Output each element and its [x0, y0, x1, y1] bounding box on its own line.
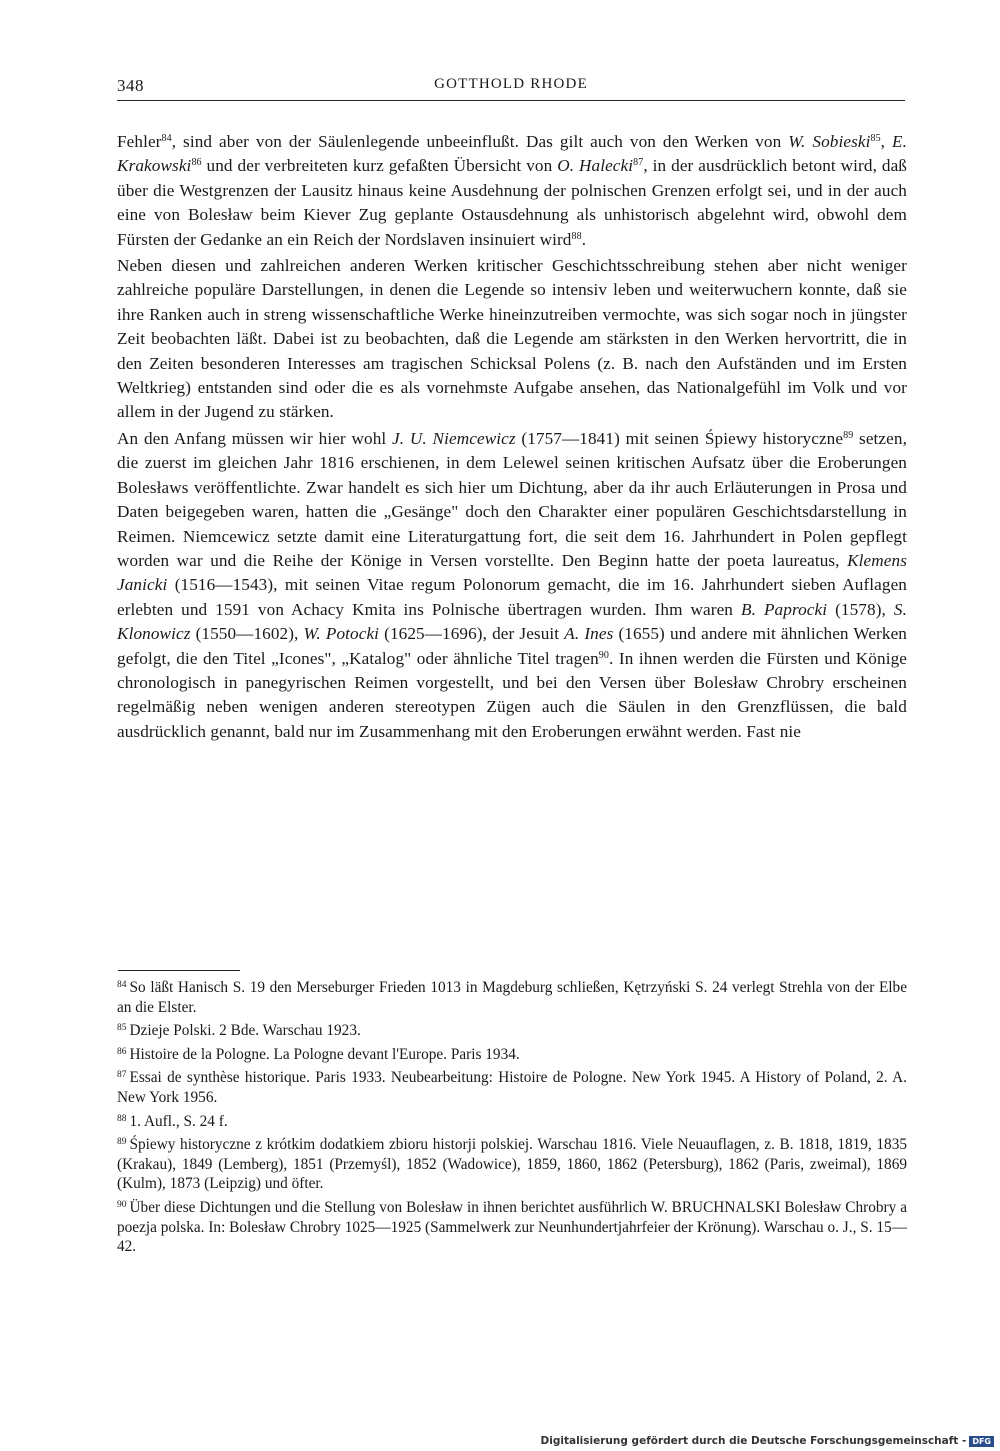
running-title: GOTTHOLD RHODE [434, 76, 588, 92]
text-span: und der verbreiteten kurz gefaßten Übersicht von [201, 156, 558, 176]
text-span: Fehler [117, 132, 162, 151]
paragraph-2: Neben diesen und zahlreichen anderen Werken kritischer Geschichtsschreibung stehen aber nicht weniger zahlreiche populäre Darstellungen, in denen die Legende so intensiv leben und weiterwuchern konnte, daß sie ihre Ranken auch in streng wissenschaftliche Werke hineinzutreiben vermochte, was sich sogar noch in jüngster Zeit beobachten läßt. Dabei ist zu beobachten, daß die Legende am stärksten in den Werken hervortritt, die in den Zeiten besonderen Interesses am tragischen Schicksal Polens (z. B. nach den Aufständen und im Ersten Weltkrieg) entstanden sind oder die es als vornehmste Aufgabe ansehen, das Nationalgefühl im Volk und vor allem in der Jugend zu stärken. [117, 256, 907, 422]
footnote-ref: 90 [598, 649, 609, 661]
footnote-number: 89 [117, 1137, 127, 1148]
footnote-ref: 86 [191, 157, 202, 169]
footnote-number: 87 [117, 1070, 127, 1081]
footnote-89 [117, 1135, 907, 1194]
footnote-number: 90 [117, 1199, 127, 1210]
footnote-text: Śpiewy historyczne z krótkim dodatkiem zbioru historji polskiej. Warschau 1816. Viele Neuauflagen, z. B. 1818, 1819, 1835 (Krakau), 1849 (Lemberg), 1851 (Przemyśl), 1852 (Wadowice), 1859, 1860, 1862 (Petersburg), 1862 (Paris, zweimal), 1869 (Kulm), 1873 (Leipzig) und öfter. [117, 1136, 907, 1193]
footnote-86 [117, 1045, 907, 1065]
footnote-text: 1. Aufl., S. 24 f. [129, 1112, 228, 1130]
paragraph-3 [117, 427, 907, 744]
dfg-logo: DFG [969, 1436, 994, 1447]
credit-text: Digitalisierung gefördert durch die Deutsche Forschungsgemeinschaft - [540, 1435, 967, 1447]
footnote-text: Histoire de la Pologne. La Pologne devant l'Europe. Paris 1934. [129, 1045, 520, 1063]
footnote-text: Über diese Dichtungen und die Stellung von Bolesław in ihnen berichtet ausführlich W. BRUCHNALSKI Bolesław Chrobry a poezja polska. In: Bolesław Chrobry 1025—1925 (Sammelwerk zur Neunhundertjahrfeier der Krönung). Warschau o. J., S. 15—42. [117, 1198, 907, 1256]
text-span: (1516—1543), mit seinen Vitae regum Polonorum gemacht, die im 16. Jahrhundert sieben Auflagen erlebten und 1591 von Achacy Kmita ins Polnische übertragen wurden. Ihm waren [117, 575, 907, 619]
footnote-number: 85 [117, 1023, 127, 1034]
text-span: , sind aber von der Säulenlegende unbeeinflußt. Das gilt auch von den Werken von [171, 132, 789, 151]
footnotes [117, 978, 907, 1261]
digitization-credit [541, 1435, 994, 1447]
author-name: Klemens Janicki [117, 550, 907, 595]
footnote-ref: 85 [870, 133, 881, 144]
footnote-84 [117, 978, 907, 1017]
footnote-divider [118, 970, 240, 971]
text-span: setzen, die zuerst im gleichen Jahr 1816 erschienen, in dem Lelewel seinen kritischen Aufsatz über die Eroberungen Bolesławs veröffentlichte. Zwar handelt es sich hier um Dichtung, aber da ihr auch Erläuterungen in Prosa und Daten beigegeben waren, hatten die „Gesänge" doch den Charakter einer populären Geschichtsdarstellung in Reimen. Niemcewicz setzte damit eine Literaturgattung fort, die seit dem 16. Jahrhundert in Polen gepflegt worden war und die Reihe der Könige in Versen vorstellte. Den Beginn hatte der poeta laureatus, [117, 428, 907, 570]
text-span: (1550—1602), [190, 624, 304, 644]
footnote-ref: 87 [633, 157, 644, 169]
author-name: O. Halecki [557, 156, 634, 176]
footnote-number: 84 [117, 980, 127, 990]
text-span: (1655) und andere mit ähnlichen Werken gefolgt, die den Titel „Icones", „Katalog" oder ähnliche Titel tragen [117, 624, 907, 668]
text-span: . [581, 229, 587, 249]
author-name: E. Krakowski [117, 132, 907, 176]
footnote-ref: 89 [843, 429, 854, 441]
text-span: An den Anfang müssen wir hier wohl [117, 428, 393, 448]
text-span: (1578), [827, 599, 894, 619]
author-name: W. Sobieski [788, 132, 871, 151]
footnote-text: Essai de synthèse historique. Paris 1933. Neubearbeitung: Histoire de Pologne. New York 1945. A History of Poland, 2. A. New York 1956. [117, 1069, 907, 1106]
text-span: , [880, 132, 892, 151]
page-number: 348 [117, 76, 144, 95]
running-header [117, 76, 905, 101]
footnote-87 [117, 1068, 907, 1107]
text-span: (1625—1696), der Jesuit [379, 624, 565, 644]
main-text [117, 130, 907, 746]
footnote-90 [117, 1198, 907, 1257]
footnote-85 [117, 1021, 907, 1041]
text-span: (1757—1841) mit seinen Śpiewy historyczne [515, 428, 844, 448]
footnote-text: Dzieje Polski. 2 Bde. Warschau 1923. [129, 1022, 361, 1040]
footnote-88 [117, 1112, 907, 1132]
text-span: . In ihnen werden die Fürsten und Könige chronologisch in panegyrischen Reimen vorgestellt, und bei den Versen über Bolesław Chrobry erscheinen regelmäßig neben wenigen anderen stereotypen Zügen auch die Säulen in den Grenzflüssen, die bald ausdrücklich genannt, bald nur im Zusammenhang mit den Eroberungen erwähnt werden. Fast nie [117, 648, 907, 741]
footnote-number: 88 [117, 1113, 127, 1124]
author-name: S. Klonowicz [117, 599, 907, 644]
author-name: W. Potocki [303, 624, 380, 644]
footnote-number: 86 [117, 1046, 127, 1057]
author-name: A. Ines [564, 624, 614, 644]
paragraph-1 [117, 130, 907, 252]
text-span: , in der ausdrücklich betont wird, daß über die Westgrenzen der Lausitz hinaus keine Ausdehnung der polnischen Grenzen erfolgt sei, und in der auch eine von Bolesław beim Kiever Zug geplante Ostausdehnung als unhistorisch abgelehnt wird, obwohl dem Fürsten der Gedanke an ein Reich der Nordslaven insinuiert wird [117, 156, 907, 249]
author-name: J. U. Niemcewicz [392, 428, 516, 448]
footnote-ref: 88 [571, 230, 582, 242]
footnote-text: So läßt Hanisch S. 19 den Merseburger Frieden 1013 in Magdeburg schließen, Kętrzyński S. 24 verlegt Strehla von der Elbe an die Elster. [117, 979, 907, 1016]
author-name: B. Paprocki [740, 599, 828, 619]
footnote-ref: 84 [161, 133, 172, 144]
